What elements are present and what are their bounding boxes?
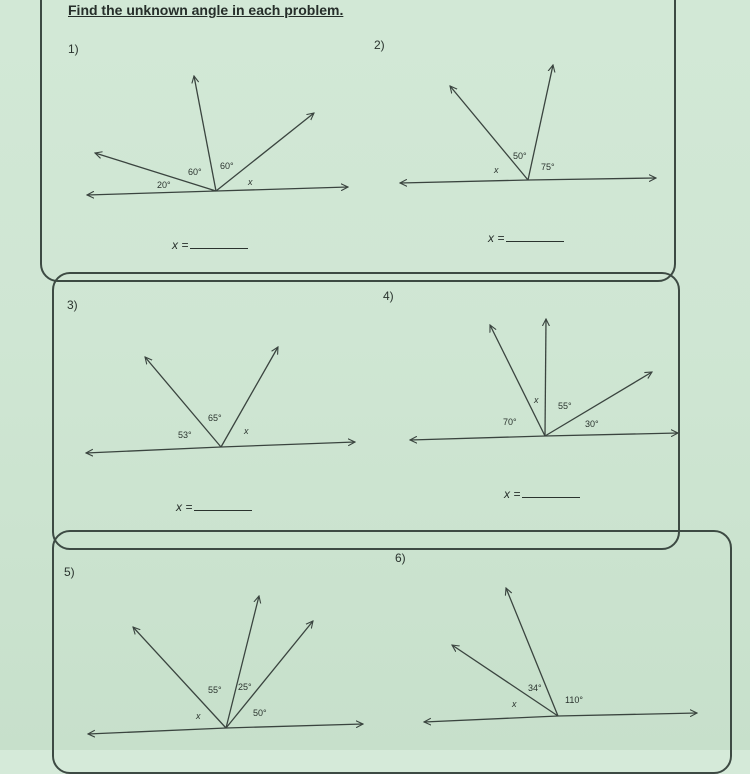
p2-baseline-right — [528, 178, 656, 180]
p1-baseline-left — [87, 191, 216, 195]
p4-baseline-right — [545, 433, 678, 436]
p4-baseline-left — [410, 436, 545, 440]
p3-angle-label-x: x — [244, 426, 249, 436]
p4-ray-vertical — [545, 319, 546, 436]
p1-ray-upper-right — [216, 113, 314, 191]
p5-ray-upper-left — [133, 627, 226, 728]
p6-ray-upper-left — [452, 645, 558, 716]
problem-4-answer-label: x = — [504, 487, 521, 501]
p1-angle-label-b: 60° — [220, 161, 234, 171]
p5-angle-label-b: 25° — [238, 682, 252, 692]
p3-angle-label-b: 53° — [178, 430, 192, 440]
problem-3-diagram — [86, 347, 355, 453]
p2-angle-label-x: x — [494, 165, 499, 175]
p1-angle-label-a: 60° — [188, 167, 202, 177]
problem-6-number: 6) — [395, 551, 406, 565]
p5-angle-label-c: 50° — [253, 708, 267, 718]
p3-baseline-left — [86, 447, 221, 453]
problem-1-diagram — [87, 76, 348, 195]
p4-angle-label-a: 55° — [558, 401, 572, 411]
p1-angle-label-c: 20° — [157, 180, 171, 190]
p6-angle-label-b: 110° — [565, 695, 583, 705]
problem-4-diagram — [410, 319, 678, 440]
p2-ray-upper-left — [450, 86, 528, 180]
p6-baseline-left — [424, 716, 558, 722]
problem-1-number: 1) — [68, 42, 79, 56]
p3-angle-label-a: 65° — [208, 413, 222, 423]
p5-angle-label-a: 55° — [208, 685, 222, 695]
p4-angle-label-b: 70° — [503, 417, 517, 427]
p5-baseline-left — [88, 728, 226, 734]
p5-angle-label-x: x — [196, 711, 201, 721]
problem-2-number: 2) — [374, 38, 385, 52]
p6-baseline-right — [558, 713, 697, 716]
p2-angle-label-b: 75° — [541, 162, 555, 172]
p4-ray-upper-left — [490, 325, 545, 436]
p4-angle-label-x: x — [534, 395, 539, 405]
problem-3-number: 3) — [67, 298, 78, 312]
problem-5-number: 5) — [64, 565, 75, 579]
p3-ray-upper-right — [221, 347, 278, 447]
p4-angle-label-c: 30° — [585, 419, 599, 429]
problem-6-diagram — [424, 588, 697, 722]
p1-angle-label-x: x — [248, 177, 253, 187]
p6-angle-label-x: x — [512, 699, 517, 709]
p6-ray-upper — [506, 588, 558, 716]
p6-angle-label-a: 34° — [528, 683, 542, 693]
problem-2-diagram — [400, 65, 656, 183]
problem-5-diagram — [88, 596, 363, 734]
problem-1-answer-label: x = — [172, 238, 189, 252]
p3-baseline-right — [221, 442, 355, 447]
problem-3-answer-label: x = — [176, 500, 193, 514]
p2-baseline-left — [400, 180, 528, 183]
problem-4-number: 4) — [383, 289, 394, 303]
p1-baseline-right — [216, 187, 348, 191]
p2-angle-label-a: 50° — [513, 151, 527, 161]
p5-baseline-right — [226, 724, 363, 728]
problem-2-answer-label: x = — [488, 231, 505, 245]
worksheet-title: Find the unknown angle in each problem. — [68, 2, 344, 18]
